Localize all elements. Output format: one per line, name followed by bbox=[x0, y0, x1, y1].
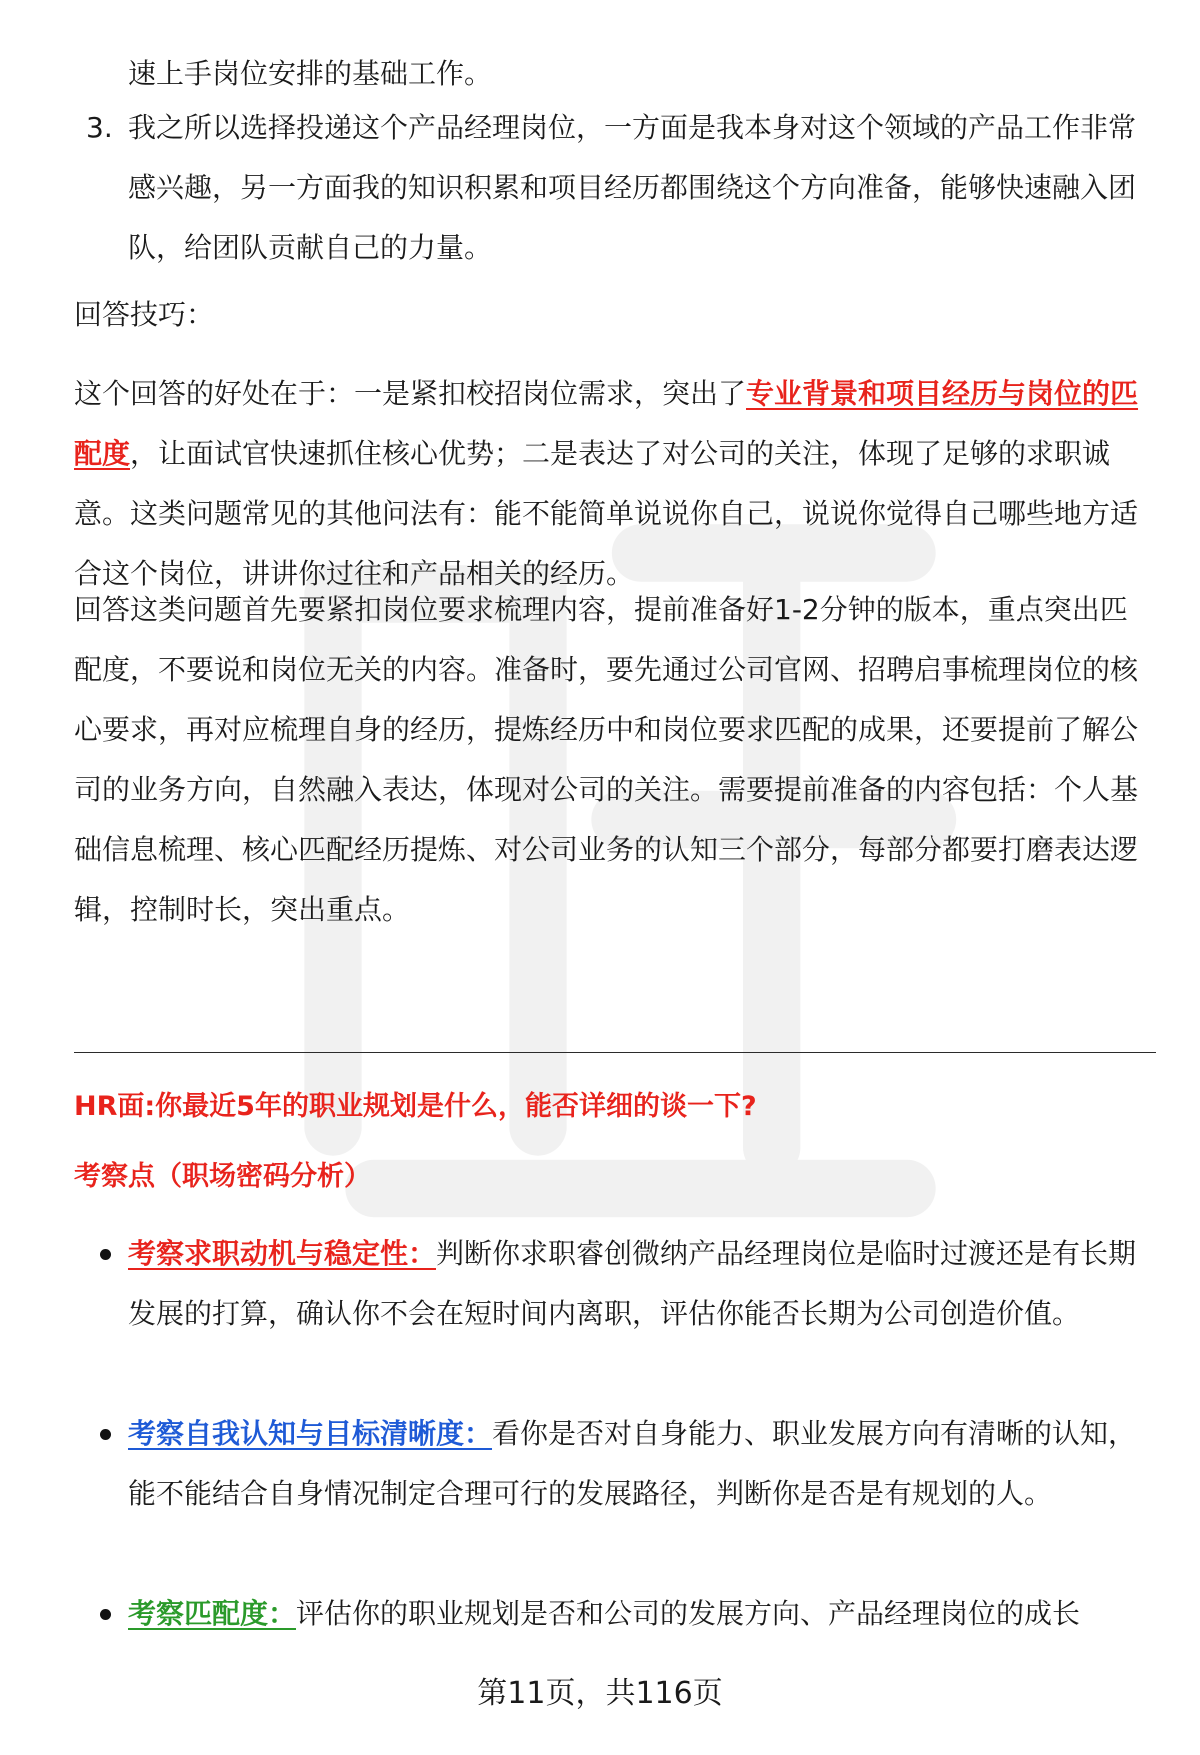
bullet-text: 看你是否对自身能力、职业发展方向有清晰的认知，能不能结合自身情况制定合理可行的发展路径，判断你是否是有规划的人。 bbox=[128, 1417, 1137, 1510]
tips-label: 回答技巧： bbox=[74, 298, 215, 331]
question-subtitle: 考察点（职场密码分析） bbox=[74, 1161, 371, 1192]
item-text: 我之所以选择投递这个产品经理岗位，一方面是我本身对这个领域的产品工作非常感兴趣，另一方面我的知识积累和项目经历都围绕这个方向准备，能够快速融入团队，给团队贡献自己的力量。 bbox=[128, 111, 1137, 264]
bullet-item-3 bbox=[74, 1584, 1144, 1644]
bullet-dot-icon bbox=[100, 1429, 111, 1440]
bullet-dot-icon bbox=[100, 1609, 111, 1620]
continuation-line: 速上手岗位安排的基础工作。 bbox=[128, 57, 493, 90]
tips-paragraph-2: 回答这类问题首先要紧扣岗位要求梳理内容，提前准备好1-2分钟的版本，重点突出匹配度，不要说和岗位无关的内容。准备时，要先通过公司官网、招聘启事梳理岗位的核心要求，再对应梳理自身的经历，提炼经历中和岗位要求匹配的成果，还要提前了解公司的业务方向，自然融入表达，体现对公司的关注。需要提前准备的内容包括：个人基础信息梳理、核心匹配经历提炼、对公司业务的认知三个部分，每部分都要打磨表达逻辑，控制时长，突出重点。 bbox=[74, 593, 1139, 926]
item-number: 3. bbox=[86, 111, 113, 144]
tips-paragraph-1: 这个回答的好处在于：一是紧扣校招岗位需求，突出了专业背景和项目经历与岗位的匹配度，让面试官快速抓住核心优势；二是表达了对公司的关注，体现了足够的求职诚意。这类问题常见的其他问法有：能不能简单说说你自己，说说你觉得自己哪些地方适合这个岗位，讲讲你过往和产品相关的经历。 bbox=[74, 377, 1139, 590]
bullet-item-2 bbox=[74, 1404, 1144, 1524]
bullet-label: 考察匹配度： bbox=[128, 1597, 297, 1630]
highlight-match: 专业背景和项目经历与岗位的匹配度 bbox=[74, 377, 1139, 470]
bullet-label: 考察自我认知与目标清晰度： bbox=[128, 1417, 493, 1450]
bullet-text: 判断你求职睿创微纳产品经理岗位是临时过渡还是有长期发展的打算，确认你不会在短时间内离职，评估你能否长期为公司创造价值。 bbox=[128, 1237, 1137, 1330]
bullet-text: 评估你的职业规划是否和公司的发展方向、产品经理岗位的成长 bbox=[296, 1597, 1081, 1630]
bullet-dot-icon bbox=[100, 1249, 111, 1260]
bullet-label: 考察求职动机与稳定性： bbox=[128, 1237, 437, 1270]
page-number: 第11页，共116页 bbox=[477, 1676, 723, 1711]
bullet-item-1 bbox=[74, 1224, 1144, 1344]
section-divider bbox=[74, 1052, 1156, 1053]
question-title: HR面:你最近5年的职业规划是什么，能否详细的谈一下? bbox=[74, 1091, 757, 1122]
numbered-item-3 bbox=[74, 98, 1144, 278]
